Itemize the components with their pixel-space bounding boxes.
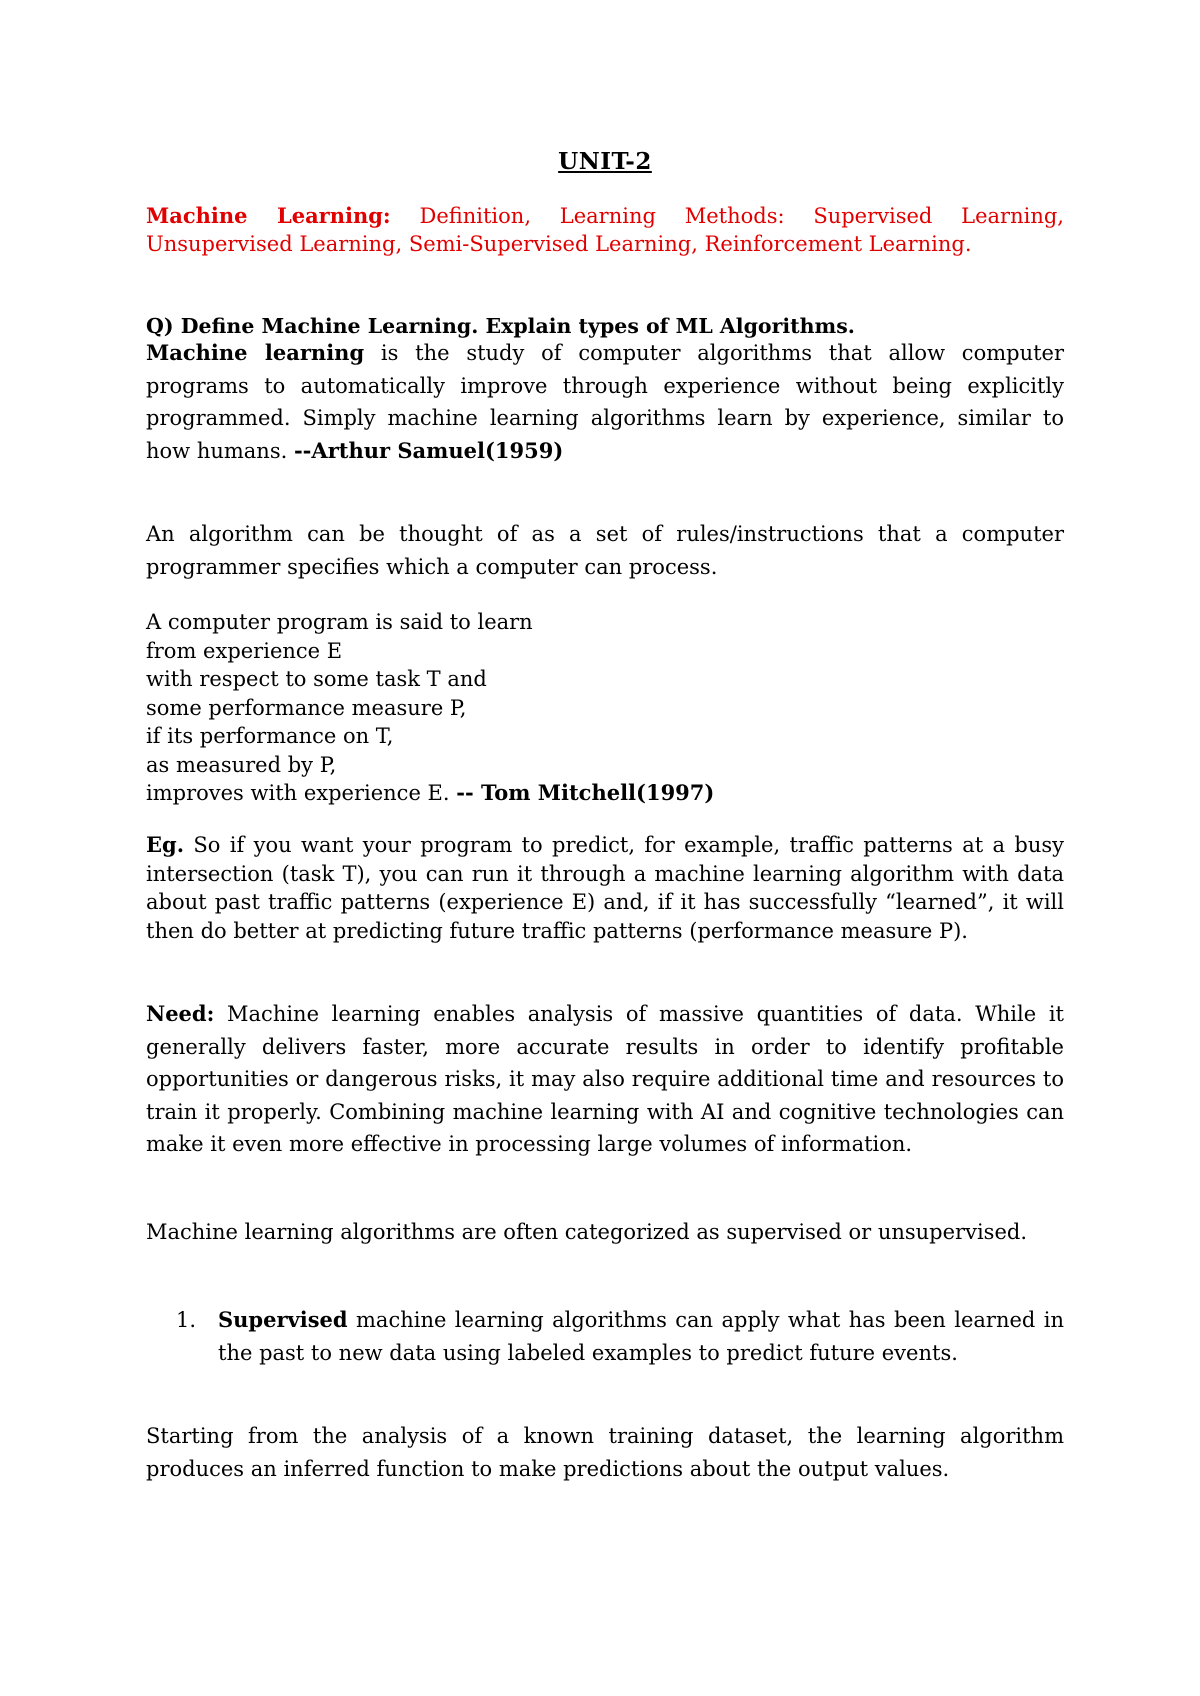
syllabus-label: Machine Learning: — [146, 203, 391, 228]
mitchell-definition — [146, 608, 1064, 808]
syllabus-text: Definition, Learning Methods: Supervised Learning, Unsupervised Learning, Semi-Supervised Learning, Reinforcement Learning. — [146, 204, 1064, 256]
mitchell-line: if its performance on T, — [146, 724, 394, 748]
mitchell-line: improves with experience E. — [146, 781, 457, 805]
list-number: 1. — [176, 1308, 197, 1332]
example-text: So if you want your program to predict, for example, traffic patterns at a busy intersection (task T), you can run it through a machine learning algorithm with data about past traffic patterns (experience E) and, if it has successfully “learned”, it will then do better at predicting future traffic patterns (performance measure P). — [146, 833, 1064, 943]
example-paragraph — [146, 831, 1064, 945]
mitchell-line: A computer program is said to learn — [146, 610, 533, 634]
list-description: machine learning algorithms can apply what has been learned in the past to new data using labeled examples to predict future events. — [218, 1308, 1064, 1365]
definition-citation: --Arthur Samuel(1959) — [293, 437, 564, 463]
list-text — [218, 1304, 1064, 1369]
mitchell-citation: -- Tom Mitchell(1997) — [456, 780, 715, 805]
syllabus-paragraph — [146, 202, 1064, 258]
need-text: Machine learning enables analysis of massive quantities of data. While it generally delivers faster, more accurate results in order to identify profitable opportunities or dangerous risks, it may also require additional time and resources to train it properly. Combining machine learning with AI and cognitive technologies can make it even more effective in processing large volumes of information. — [146, 1002, 1064, 1156]
unit-title: UNIT-2 — [558, 148, 652, 175]
mitchell-line: some performance measure P, — [146, 695, 467, 720]
training-paragraph: Starting from the analysis of a known training dataset, the learning algorithm produces an inferred function to make predictions about the output values. — [146, 1424, 1064, 1481]
algorithm-paragraph: An algorithm can be thought of as a set of rules/instructions that a computer programmer specifies which a computer can process. — [146, 522, 1064, 579]
mitchell-line: with respect to some task T and — [146, 667, 487, 691]
mitchell-line: as measured by P, — [146, 752, 337, 777]
need-paragraph — [146, 998, 1064, 1161]
mitchell-line-last — [146, 779, 1064, 808]
definition-paragraph — [146, 337, 1064, 467]
example-label: Eg. — [146, 832, 185, 857]
list-term: Supervised — [218, 1307, 348, 1332]
categorized-paragraph: Machine learning algorithms are often categorized as supervised or unsupervised. — [146, 1220, 1027, 1244]
definition-term: Machine learning — [146, 340, 365, 365]
need-label: Need: — [146, 1001, 215, 1026]
list-item — [176, 1304, 1064, 1369]
definition-text: is the study of computer algorithms that allow computer programs to automatically improve through experience without being explicitly programmed. Simply machine learning algorithms learn by experience, similar to how humans. — [146, 341, 1064, 463]
question-heading: Q) Define Machine Learning. Explain types of ML Algorithms. — [146, 314, 855, 338]
mitchell-line: from experience E — [146, 638, 343, 663]
